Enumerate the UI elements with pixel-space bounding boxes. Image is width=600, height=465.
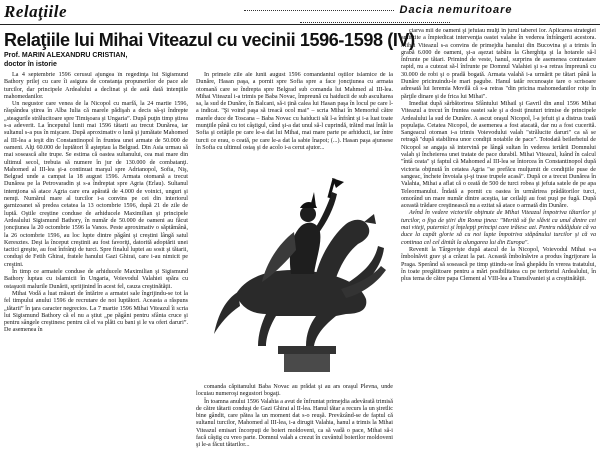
- paragraph: În primele zile ale lunii august 1596 comandantul oştilor islamice de la Dunăre, Hasan paşa, a pornit spre Sofia spre a face joncţiunea cu armata otomană care se îndrepta spre Belgrad sub comanda lui Mahmed al III-lea. Mihai Viteazul i-a trimis pe Baba Novac, împreună cu haiducii de sub ascultarea sa, la sud de Dunăre, în Balcani, să-i ţină calea lui Hasan paşa în locul pe care l-a indicat. "Şi voind paşa să treacă ocol mai" – scria Mihai în Memoriul către marele duce de Toscana – Baba Novac cu haiducii săi l-a înfrânt şi i-a luat toate munţiile până cu tot câştigul, când şi-a dat unul să-l cuprindă, trăind mai întâi la Sofia şi cetăţile pe care le-a dat lui Mihai, mai mare parte pe arhiducii, iar între turcii ce erau, o ceată, pe care le-a dat la sabie înapoi; (...). Hasan paşa ajunsese în Sofia cu ultimul ostaş şi de acolo i-a cerut ajutor...: [196, 72, 393, 151]
- paragraph: ctarva mii de oameni şi jefuiau mulţi în jurul taberei lor. Aplicarea strategiei amintite a împiedicat intervenţia oastei valahe în vederea înfrângerii acestora. Mihai Viteazul s-a convins de primejdia hanului din Bucovina şi a trimis în grabă 6.000 de oameni, şi-a aşezat tabăra la Gherghiţa şi la hotarele să-l înfrunte pe tătari. Primind de veste, hanul, surprins de asemenea contrastare rapid, nu a cutezat să-l înfrunte pe Domnul Valahiei şi s-a retras împreună cu 30.000 de robi şi o pradă bogată. Armata valahă i-a urmărit pe tătari până la Dunăre pricinuindu-le mari pagube. Hanul tatăr recunoaşte tare o scrisoare adresată lui Ieremia Movilă că s-a retras "din pricina mahomedanilor roiţe în părţile dinare şi de frica lui Mihai".: [401, 28, 596, 100]
- paragraph: Imediat după sărbătorirea Sfântului Mihail şi Gavril din anul 1596 Mihai Viteazul a trecut în fruntea oastei sale şi a dosit ţinuturi trimise de principele Ardealului la sud de Dunăre. A ascut oraşul Nicopol, l-a jefuit şi a distrus toată populaţia. Cetatea Nicopol, de asemenea a fost atacată, dar nu a fost cucerită. Sangeacul otoman i-a trimis Voievodului valah "strălucite daruri" ca să se retragă "după stabilirea unor condiţii notabile de pace". Totodată beilerbeiul de Nicopol se angaja să intervină pe lângă sultan în vederea iertării Domnului valah şi încheierea unei tratate de pace durabil. Mihai Viteazul, luând în calcul "întâ ceata" şi faptul că Mahomed al III-lea se întorcea în Constantinopol după victoria obţinută în cetatea Agria "se prefăcu mulţumit de condiţiile puse de sangeac, încheie învoiala şi-şi trase trupele acasă". După ce a trecut Dunărea în Valahia, Mihai a aflat că o ceată de 500 de turci robea şi jefuia satele de pe apa Teleormanului. Îndată a pornit cu oastea în urmărirea prădătorilor turci, omorând un mare număr dintre aceştia, iar ceilalţi au fost puşi pe fugă. După această trădare creştinească nu a ezitat să atace o armată din Dunăre.: [401, 100, 596, 210]
- paragraph: În timp ce armatele conduse de arhiducele Maximilian şi Sigismund Bathory luptau cu islamicii în Ungaria, Voievodul Valahiei spăra cu ostaşuoii malurile Dunării, spriijinind în acest fel, cauza creştinătăţii.: [4, 269, 188, 290]
- publication-logo: Relaţiile: [4, 2, 68, 21]
- paragraph: În toamna anului 1596 Valahia a avut de înfruntat primejdia adevărată trimisă de către tătarii conduşi de Gazi Ghirai al II-lea. Hanul tătar a recurs la un şiretlic bine gândit, care pătea la un moment dat s-o reuşă. Prevăzând-se de faptul că sultanul turcilor, Mahomed al III-lea, i-a dirugit Valahia, hanul a trimis la Mihai Viteazul emisari încorpuţi de boieri moldoveni, ca să vadă o pace, Mihai să-i facă câştig cu vreo parte. Domnul valah a crezut în cuvântul boierilor moldoveni şi le-a făcut tătarilor...: [196, 398, 393, 449]
- paragraph: comanda căpitanului Baba Novac au prădat şi au ars oraşul Plevna, unde locuiau numeroşi negustori bogaţi.: [196, 384, 393, 398]
- paragraph: Revenit la Târgovişte după atacul de la Nicopol, Voievodul Mihai s-a îmbolnăvit grav şi a crăzut la pat. Această îmbolnăvire a produs îngrijorare la Praga. Sperând să sosească pe timp ştiindu-se însă ghepădu în vrerea tratatului, în toate pregătitoare pentru a mări posibilitatea cu pe teritoriul Ardealului, în plus tema de către papa Clement al VIII-lea a Transilvaniei şi a creştinătăţii.: [401, 246, 596, 283]
- column-2-lower-text: [196, 384, 393, 450]
- section-label: [170, 4, 580, 28]
- article-title: Relaţiile lui Mihai Viteazul cu vecinii 1596-1598 (IV): [4, 29, 415, 50]
- article-column-3: [401, 28, 596, 465]
- byline: [4, 52, 204, 69]
- paragraph: Un negustor care venea de la Nicopol cu marfă, la 24 martie 1596, răspândea ştirea în Alba Iulia că marele pădişah a decis să-şi îndrepte „steagurile strălucitoare spre Timişoara şi Ungaria”. După puţin timp ştirea s-a adeverit. La începutul lunii mai 1596 tătarii au trecut Dunărea, iar sultanul s-a pus în mişcare. După aproximativ o lună şi jumătate Mahomed al III-lea a ieşit din Constantinopol în fruntea unei armate de 50.000 de oameni. Alţi 60.000 de luptători îl aşteptau la Belgrad. Din Asia urmau să mai sosească alte trupe. Se estima că oastea sultanului, cea mai mare din ultimul secol, trebuia să numere în jur de 130.000 de combatanţi. Mahomed al III-lea şi-a continuat marşul spre Adrianopol, Sofia, Niş, Belgrad unde a campat la 18 august 1596. Armata otomană a trecut Dunărea pe la Petrovaradin şi s-a îndreptat spre Agria (Erlau). Sultanul intenţiona să atace Agria care era apărată de 4.000 de voinici, unguri şi nemţi. Numărul mare al turcilor i-a convins pe cei din interiorul garnizoanei să predea cetatea la 13 octombrie 1596, după 21 de zile de luptă. Oştile creştine conduse de arhiducele Maximilian şi principele Ardealului Sigismund Bathory, în număr de 50.000 de oameni au făcut joncţiunea la 20 octombrie 1596 la Vanos. Peste aproximativ o săptămână, la 26 octombrie 1596, au loc lupte dintre păgâni şi creştini lângă satul Keresztes. Deşi la început creştinii au fost favoriţi, datorită adoptării unei tactici greşite, au fost înfrânţi de turci. Spre finalul luptei au sosit şi tătarii, conduşi de Fetih Ghirai, fratele hanului Gazi Ghirai, care i-au nimicit pe creştini.: [4, 101, 188, 268]
- statue-figure: [196, 174, 393, 374]
- column-2-upper-text: [196, 72, 393, 170]
- paragraph: La 4 septembrie 1596 cerusul ajungea în regedinţa lui Sigismund Bathory prilej cu care îi asigura de constanţa propunerilor de pace ale turcilor, dar principele Ardealului a declinat şi de astă dată intenţiile mahomedanilor.: [4, 72, 188, 100]
- section-label-text: Dacia nemuritoare: [399, 4, 513, 16]
- author-name: Prof. MARIN ALEXANDRU CRISTIAN,: [4, 52, 128, 59]
- masthead: [0, 0, 600, 25]
- article-column-1: [4, 72, 188, 465]
- article-column-2: [196, 72, 393, 465]
- equestrian-statue-icon: [196, 174, 393, 374]
- quoted-paragraph: Avînd în vedere victoriile obţinute de Mihai Viteazul împotriva tătarilor şi turcilor, o fişa de ştiri din Roma ţinea: "Merită să fie slăvit ca unul dintre cei mai viteji, puternici şi înţelepţi principi care trăiesc azi. Pentru nădăjduie că va duce la capăt glorie să cu noi lupte împotriva stăpânului turcilor şi că va continua cel cel dintâi la alungarea lui din Europa".: [401, 210, 596, 246]
- paragraph: Mihai Vodă a luat măsuri de întărire a armatei sale îngrijindu-se tot la fel timpului anului 1596 de recrutare de noi luptători. Aceasta a răspuns „tătarii” în ţara caracter negrecios. La 7 martie 1596 Mihai Viteazul îi scria lui Sigismund Bathory că el nu a ştiut „pe păgâni pentru sfânta cruce şi pentru sângele creştinesc pentru că el va plăti cu bani şi le va oferi daruri”. De asemenea în: [4, 290, 188, 334]
- author-credential: doctor în istorie: [4, 60, 57, 68]
